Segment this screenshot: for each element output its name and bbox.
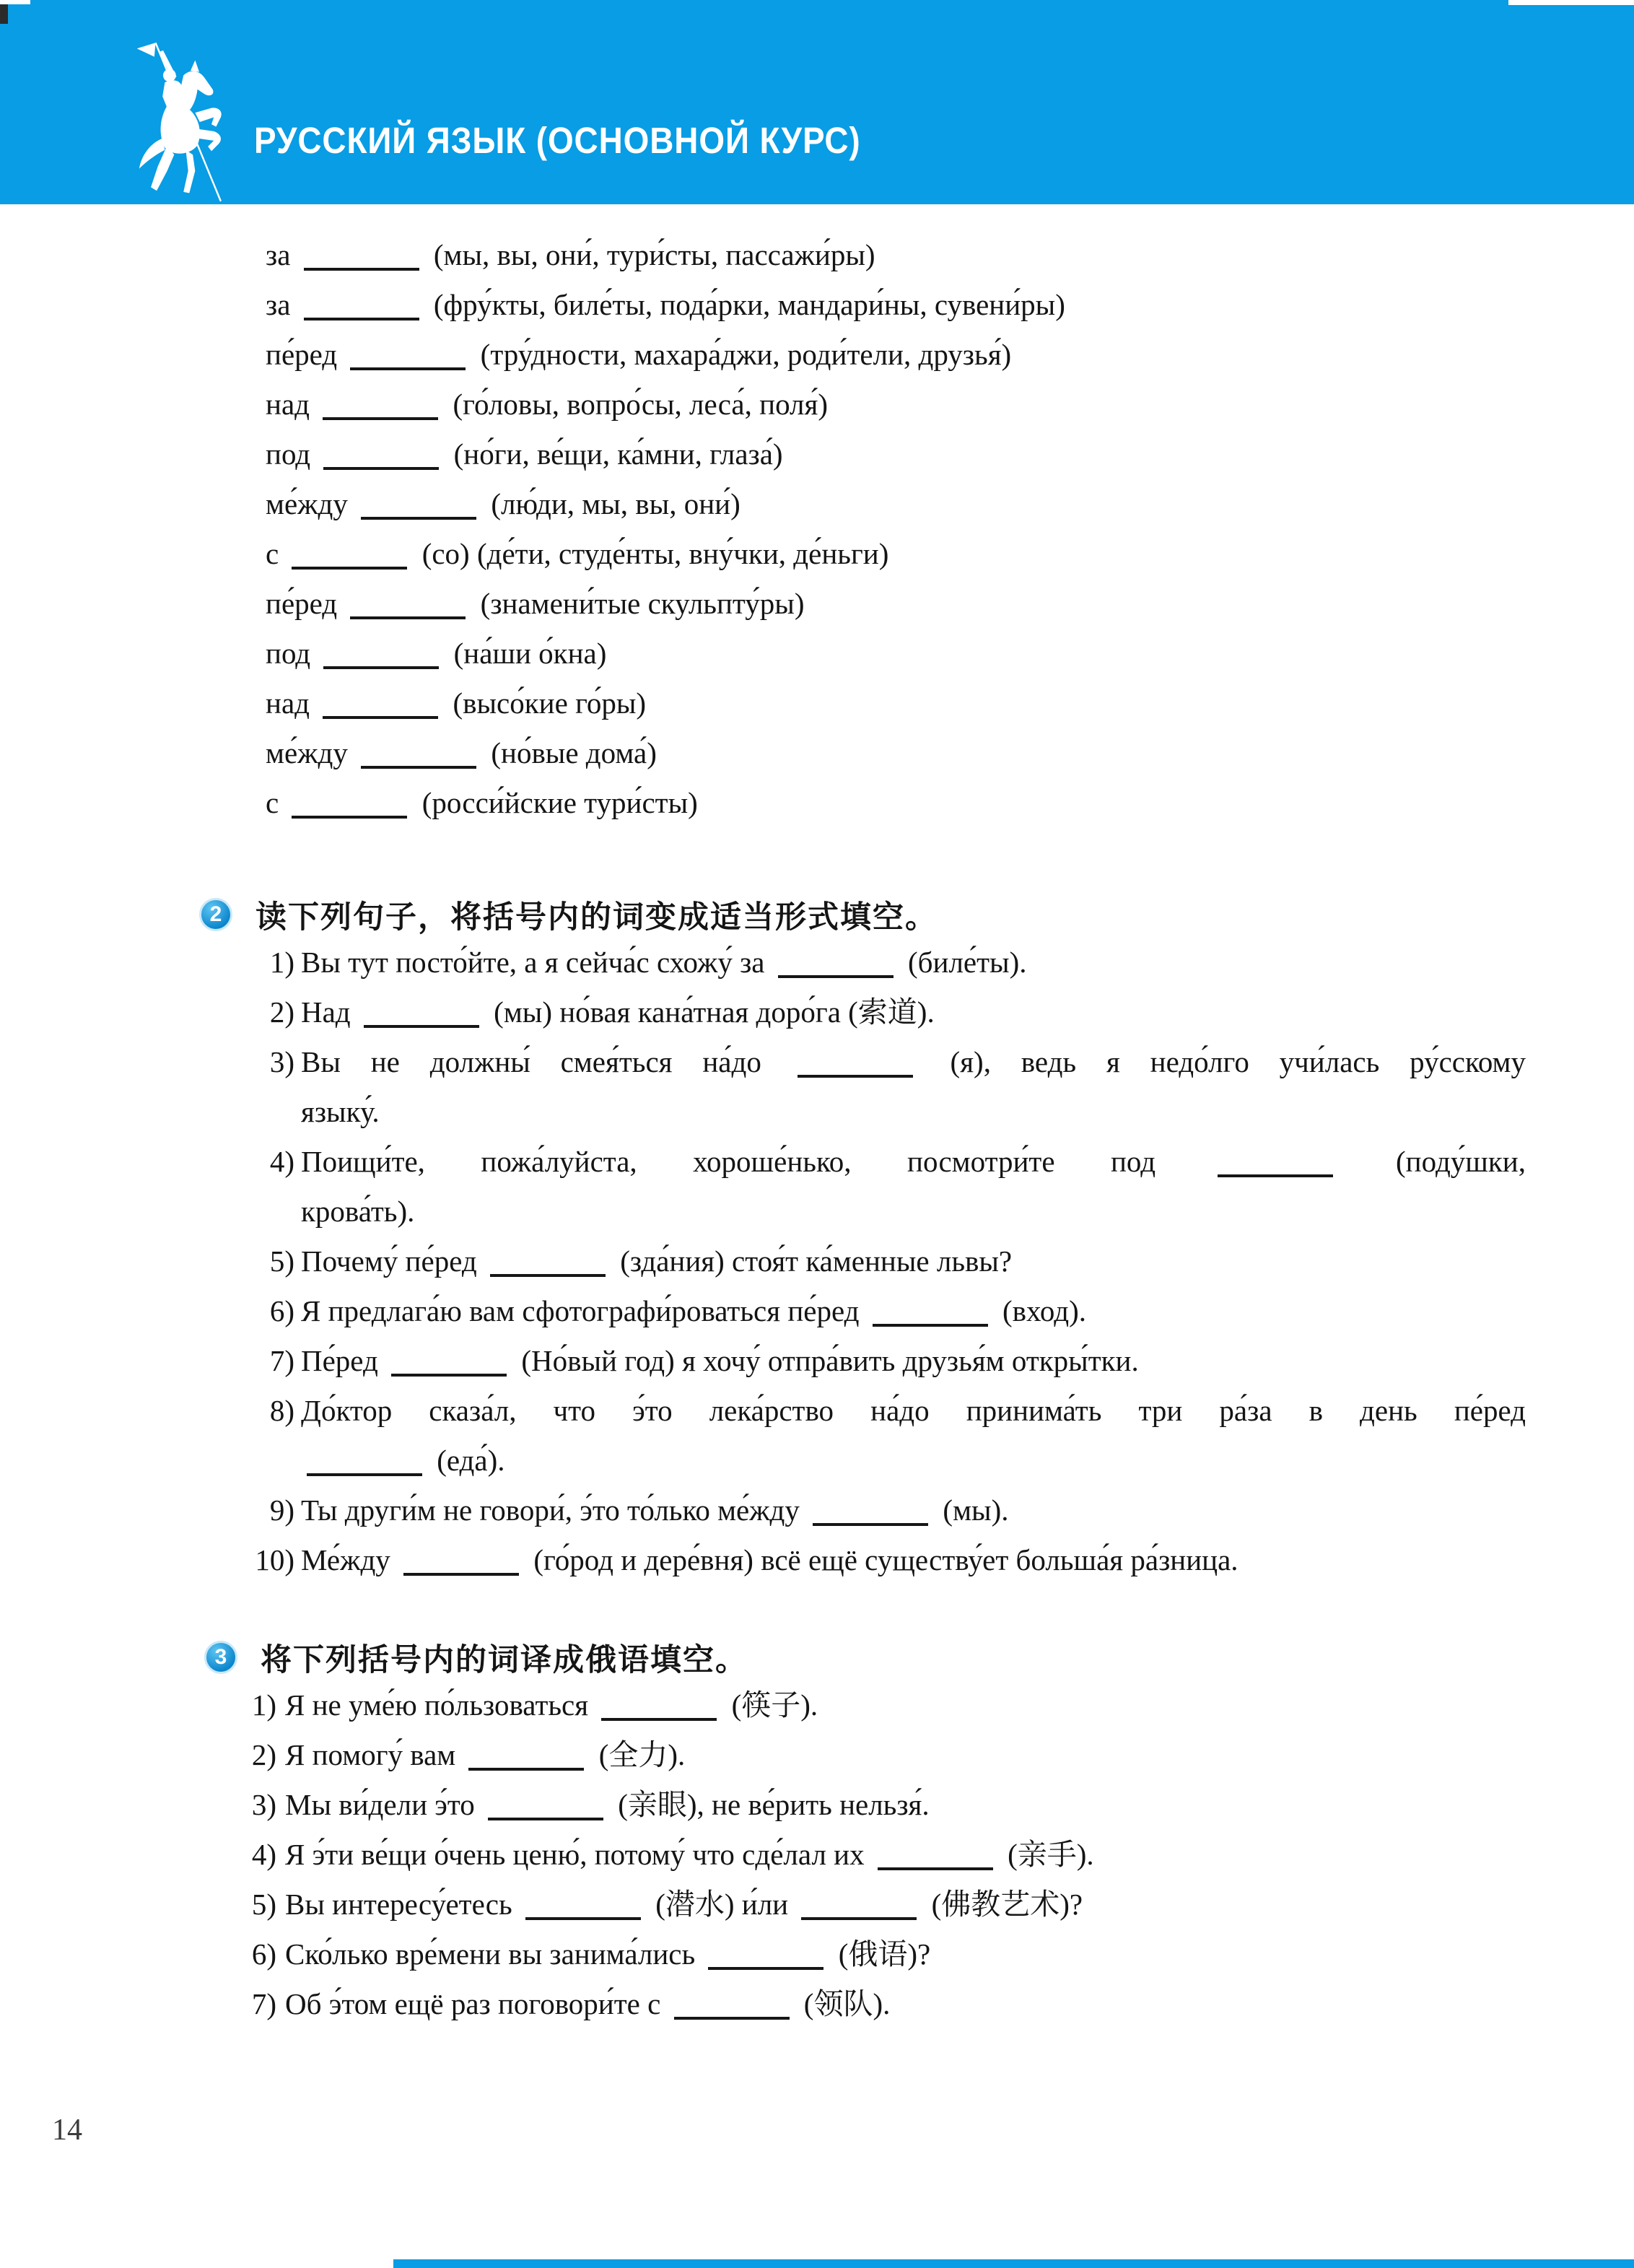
exercise-2-items: [0, 938, 1526, 1585]
item-text: [285, 1979, 1526, 2029]
fill-in-blank: [801, 1917, 917, 1920]
item-number: 7): [269, 1344, 294, 1377]
item-text: [301, 1486, 1526, 1535]
fill-in-blank: [873, 1324, 988, 1327]
fill-line: ме́жду (лю́ди, мы, вы, они́): [266, 487, 740, 520]
item-line: Пе́ред (Но́вый год) я хочу́ отпра́вить друзья́м откры́тки.: [301, 1344, 1139, 1377]
item-number: 1): [269, 946, 294, 979]
item-number: 2): [251, 1738, 276, 1771]
fill-in-blank: [350, 616, 466, 619]
item-line: До́ктор сказа́л, что э́то лека́рство на́до принима́ть три ра́за в день пе́ред: [301, 1394, 1526, 1427]
item-line: Ско́лько вре́мени вы занима́лись (俄语)?: [285, 1937, 931, 1971]
item-text: [285, 1880, 1526, 1929]
item-text: [285, 1929, 1526, 1979]
fill-line: над (высо́кие го́ры): [266, 686, 647, 720]
item-line: Мы ви́дели э́то (亲眼), не ве́рить нельзя́.: [285, 1788, 930, 1821]
item-line: Ме́жду (го́род и дере́вня) всё ещё существу́ет больша́я ра́зница.: [301, 1543, 1238, 1576]
exercise-item: [231, 1730, 1526, 1780]
bottom-accent-bar: [393, 2259, 1634, 2268]
item-number: 10): [255, 1543, 294, 1576]
exercise-item: [245, 1386, 1526, 1486]
exercise-item: [231, 1929, 1526, 1979]
fill-line: с (со) (де́ти, студе́нты, вну́чки, де́ньги): [266, 537, 889, 570]
fill-in-blank: [778, 975, 894, 978]
fill-line: за (фру́кты, биле́ты, пода́рки, мандари́ны, сувени́ры): [266, 288, 1065, 321]
preposition-fill-list: [0, 230, 1526, 828]
item-number: 4): [269, 1145, 294, 1178]
fill-in-blank: [708, 1967, 823, 1970]
exercise-3-header: [0, 1634, 1526, 1680]
exercise-3: [0, 1634, 1526, 2029]
fill-in-blank: [304, 318, 419, 320]
fill-in-blank: [292, 567, 407, 570]
item-number: 5): [251, 1888, 276, 1921]
exercise-2-header: [0, 891, 1526, 938]
fill-in-blank: [350, 367, 466, 370]
fill-in-blank: [323, 666, 439, 669]
item-line: Об э́том ещё раз поговори́те с (领队).: [285, 1987, 891, 2020]
fill-in-blank: [323, 417, 438, 420]
fill-line: ме́жду (но́вые дома́): [266, 736, 657, 769]
exercise-item: [231, 1979, 1526, 2029]
item-line: Я помогу́ вам (全力).: [285, 1738, 686, 1771]
item-line: Вы не должны́ смея́ться на́до (я), ведь я недо́лго учи́лась ру́сскому: [301, 1045, 1526, 1078]
item-line: Почему́ пе́ред (зда́ния) стоя́т ка́менные львы?: [301, 1244, 1013, 1278]
item-text: [301, 1535, 1526, 1585]
item-number: 3): [269, 1045, 294, 1078]
exercise-item: [245, 987, 1526, 1037]
fill-in-blank: [292, 816, 407, 819]
exercise-item: [245, 1237, 1526, 1286]
item-line: языку́.: [301, 1095, 380, 1128]
item-line: Над (мы) но́вая кана́тная доро́га (索道).: [301, 995, 935, 1029]
exercise-item: [245, 1336, 1526, 1386]
fill-in-blank: [391, 1374, 507, 1377]
fill-in-blank: [878, 1867, 993, 1870]
exercise-3-items: [0, 1680, 1526, 2029]
item-number: 4): [251, 1838, 276, 1871]
fill-line: под (на́ши о́кна): [266, 637, 607, 670]
exercise-number-badge: 2: [199, 898, 232, 931]
fill-in-blank: [798, 1075, 913, 1078]
fill-in-blank: [490, 1274, 606, 1277]
item-number: 6): [269, 1294, 294, 1327]
fill-in-blank: [403, 1573, 519, 1576]
fill-in-blank: [525, 1917, 641, 1920]
item-line: Поищи́те, пожа́луйста, хороше́нько, посмотри́те под (поду́шки,: [301, 1145, 1526, 1178]
item-line: Вы тут посто́йте, а я сейча́с схожу́ за (биле́ты).: [301, 946, 1027, 979]
item-text: [285, 1730, 1526, 1780]
item-text: [301, 987, 1526, 1037]
fill-in-blank: [323, 716, 438, 719]
item-text: [301, 1137, 1526, 1237]
item-line: Вы интересу́етесь (潜水) и́ли (佛教艺术)?: [285, 1888, 1083, 1921]
exercise-item: [231, 1680, 1526, 1730]
exercise-item: [245, 1486, 1526, 1535]
item-text: [301, 1336, 1526, 1386]
fill-line: пе́ред (тру́дности, махара́джи, роди́тели, друзья́): [266, 338, 1012, 371]
item-text: [285, 1780, 1526, 1830]
item-text: [301, 1286, 1526, 1336]
item-line: Ты други́м не говори́, э́то то́лько ме́жду (мы).: [301, 1493, 1009, 1527]
item-line: Я предлага́ю вам сфотографи́роваться пе́ред (вход).: [301, 1294, 1087, 1327]
item-text: [301, 1037, 1526, 1137]
fill-in-blank: [323, 467, 439, 470]
fill-in-blank: [813, 1523, 928, 1526]
item-text: [285, 1680, 1526, 1730]
item-number: 5): [269, 1244, 294, 1278]
exercise-item: [245, 1037, 1526, 1137]
exercise-item: [245, 1535, 1526, 1585]
exercise-item: [245, 1286, 1526, 1336]
fill-in-blank: [361, 517, 476, 520]
item-number: 2): [269, 995, 294, 1029]
exercise-number-badge: 3: [204, 1641, 237, 1674]
item-text: [301, 1237, 1526, 1286]
fill-line: за (мы, вы, они́, тури́сты, пассажи́ры): [266, 238, 875, 271]
exercise-item: [231, 1880, 1526, 1929]
item-text: [301, 1386, 1526, 1486]
fill-in-blank: [307, 1473, 422, 1476]
fill-in-blank: [361, 766, 476, 769]
item-line: крова́ть).: [301, 1195, 415, 1228]
fill-line: над (го́ловы, вопро́сы, леса́, поля́): [266, 388, 829, 421]
exercise-2: [0, 891, 1526, 1585]
page-title: РУССКИЙ ЯЗЫК (ОСНОВНОЙ КУРС): [254, 120, 861, 161]
item-line: (еда́).: [301, 1436, 1526, 1486]
scan-notch-top-right: [1508, 0, 1634, 5]
fill-in-blank: [674, 2017, 790, 2020]
fill-in-blank: [468, 1768, 584, 1771]
publisher-knight-horse-icon: [123, 40, 240, 204]
page-content: [0, 204, 1634, 2029]
item-line: Я э́ти ве́щи о́чень ценю́, потому́ что сде́лал их (亲手).: [285, 1838, 1094, 1871]
exercise-instruction: 将下列括号内的词译成俄语填空。: [261, 1643, 748, 1678]
exercise-item: [245, 1137, 1526, 1237]
page-number: 14: [52, 2114, 82, 2147]
item-number: 6): [251, 1937, 276, 1971]
fill-line: пе́ред (знамени́тые скульпту́ры): [266, 587, 805, 620]
exercise-item: [231, 1830, 1526, 1880]
fill-in-blank: [304, 268, 419, 271]
item-number: 8): [269, 1394, 294, 1427]
fill-in-blank: [1218, 1174, 1333, 1177]
fill-in-blank: [601, 1718, 717, 1721]
fill-in-blank: [488, 1818, 603, 1820]
exercise-instruction: 读下列句子，将括号内的词变成适当形式填空。: [255, 900, 938, 935]
exercise-item: [245, 938, 1526, 987]
item-line: Я не уме́ю по́льзоваться (筷子).: [285, 1688, 818, 1722]
scan-mark-top-left: [0, 4, 8, 24]
fill-in-blank: [364, 1025, 479, 1028]
exercise-item: [231, 1780, 1526, 1830]
fill-line: под (но́ги, ве́щи, ка́мни, глаза́): [266, 437, 783, 471]
item-text: [301, 938, 1526, 987]
item-number: 1): [251, 1688, 276, 1722]
item-number: 9): [269, 1493, 294, 1527]
header-band: [0, 0, 1634, 204]
item-text: [285, 1830, 1526, 1880]
item-number: 7): [251, 1987, 276, 2020]
item-number: 3): [251, 1788, 276, 1821]
fill-line: с (росси́йские тури́сты): [266, 786, 698, 819]
